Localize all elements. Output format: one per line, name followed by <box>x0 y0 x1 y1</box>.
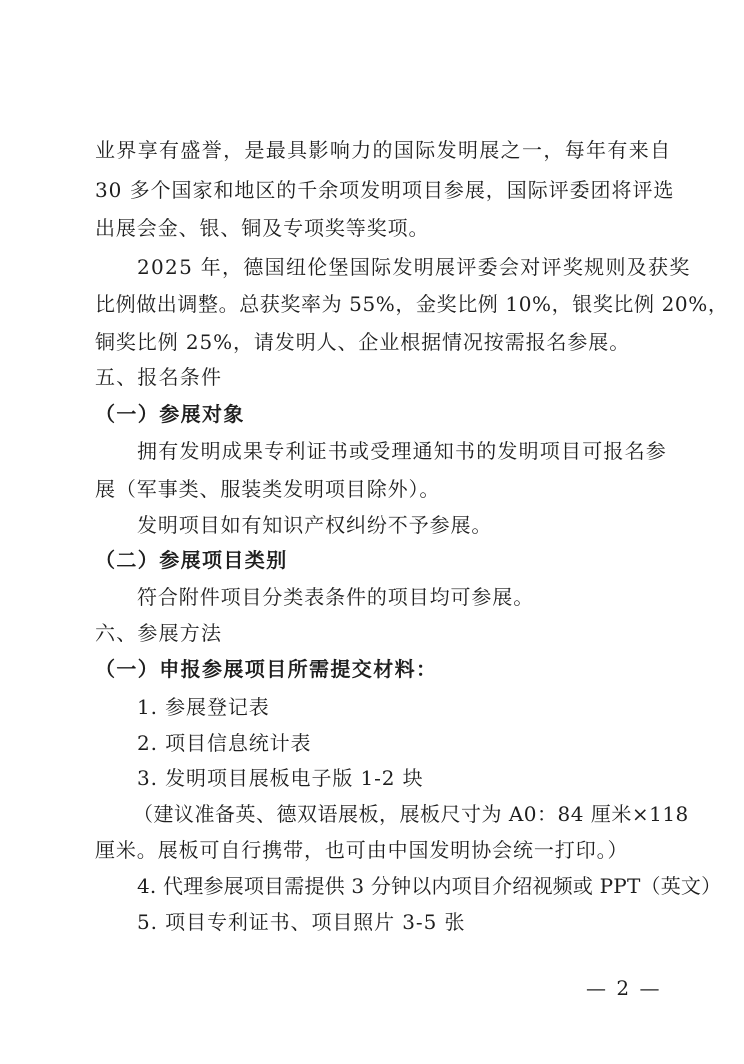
paragraph-line: 符合附件项目分类表条件的项目均可参展。 <box>137 585 535 609</box>
paragraph-line: 发明项目如有知识产权纠纷不予参展。 <box>137 513 493 537</box>
note-line: （建议准备英、德双语展板，展板尺寸为 A0：84 厘米×118 <box>133 802 689 826</box>
list-item: 4. 代理参展项目需提供 3 分钟以内项目介绍视频或 PPT（英文） <box>137 874 722 898</box>
paragraph-line: 2025 年，德国纽伦堡国际发明展评委会对评奖规则及获奖 <box>137 255 691 279</box>
paragraph-line: 比例做出调整。总获奖率为 55%，金奖比例 10%，银奖比例 20%， <box>95 292 729 316</box>
subsection-heading-5-2: （二）参展项目类别 <box>95 548 288 572</box>
paragraph-line: 业界享有盛誉，是最具影响力的国际发明展之一，每年有来自 <box>95 138 672 162</box>
list-item: 2. 项目信息统计表 <box>137 731 312 755</box>
list-item: 5. 项目专利证书、项目照片 3-5 张 <box>137 910 466 934</box>
subsection-heading-6-1: （一）申报参展项目所需提交材料： <box>95 657 438 681</box>
paragraph-line: 出展会金、银、铜及专项奖等奖项。 <box>95 216 430 240</box>
note-line: 厘米。展板可自行携带，也可由中国发明协会统一打印。） <box>95 838 629 862</box>
paragraph-line: 30 多个国家和地区的千余项发明项目参展，国际评委团将评选 <box>95 178 675 202</box>
section-heading-5: 五、报名条件 <box>95 365 223 389</box>
section-heading-6: 六、参展方法 <box>95 621 223 645</box>
list-item: 3. 发明项目展板电子版 1-2 块 <box>137 766 424 790</box>
page-number: — 2 — <box>586 976 662 1000</box>
paragraph-line: 拥有发明成果专利证书或受理通知书的发明项目可报名参 <box>137 439 667 463</box>
subsection-heading-5-1: （一）参展对象 <box>95 402 245 426</box>
paragraph-line: 展（军事类、服装类发明项目除外）。 <box>95 477 441 501</box>
paragraph-line: 铜奖比例 25%，请发明人、企业根据情况按需报名参展。 <box>95 330 631 354</box>
list-item: 1. 参展登记表 <box>137 695 270 719</box>
